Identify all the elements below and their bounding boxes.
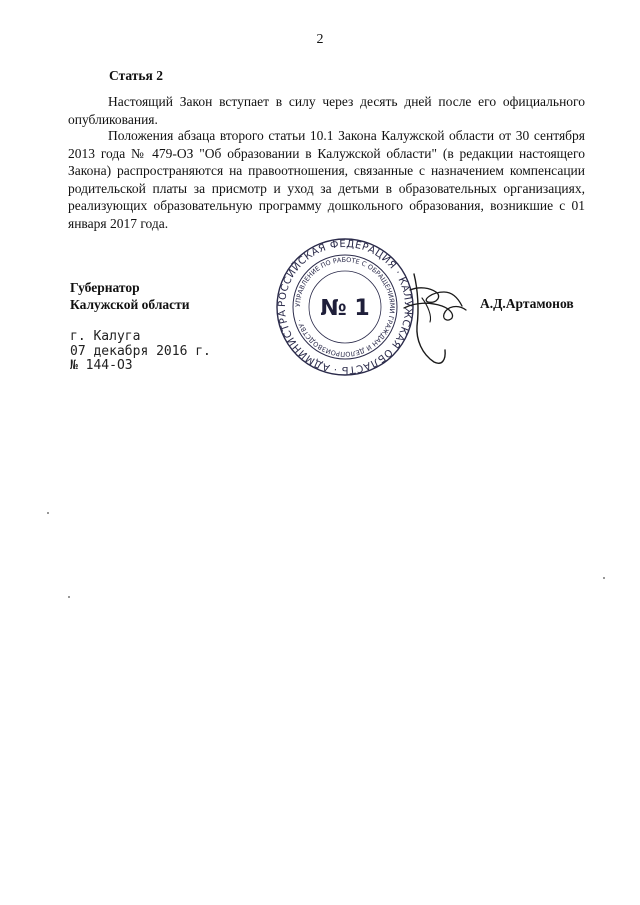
document-meta [70, 330, 211, 374]
signature [392, 262, 472, 372]
page-number: 2 [316, 32, 324, 47]
governor-name: А.Д.Артамонов [480, 296, 574, 311]
scan-speck [603, 577, 605, 579]
document-number: № 144-ОЗ [70, 358, 133, 373]
article-paragraph-2: Положения абзаца второго статьи 10.1 Закона Калужской области от 30 сентября 2013 года № 479-ОЗ "Об образовании в Калужской области" (в редакции настоящего Закона) распространяются на правоотношения, связанные с назначением компенсации родительской платы за присмотр и уход за детьми в образовательных организациях, реализующих образовательную программу дошкольного образования, возникшие с 01 января 2017 года. [68, 128, 585, 231]
governor-title-line2: Калужской области [70, 297, 190, 312]
governor-title-line1: Губернатор [70, 280, 140, 295]
seal-inner-text: УПРАВЛЕНИЕ ПО РАБОТЕ С ОБРАЩЕНИЯМИ ГРАЖДАН И ДЕЛОПРОИЗВОДСТВУ · [293, 255, 397, 359]
document-date: 07 декабря 2016 г. [70, 343, 211, 359]
seal-number: № 1 [320, 296, 370, 321]
document-city: г. Калуга [70, 329, 141, 344]
seal-outer-text: РОССИЙСКАЯ ФЕДЕРАЦИЯ · КАЛУЖСКАЯ ОБЛАСТЬ · АДМИНИСТРА [276, 238, 414, 376]
article-heading: Статья 2 [109, 68, 163, 83]
article-paragraph-1: Настоящий Закон вступает в силу через десять дней после его официального опубликования. [68, 94, 585, 127]
scan-speck [68, 596, 70, 598]
governor-title [70, 279, 190, 313]
scan-speck [47, 512, 49, 514]
